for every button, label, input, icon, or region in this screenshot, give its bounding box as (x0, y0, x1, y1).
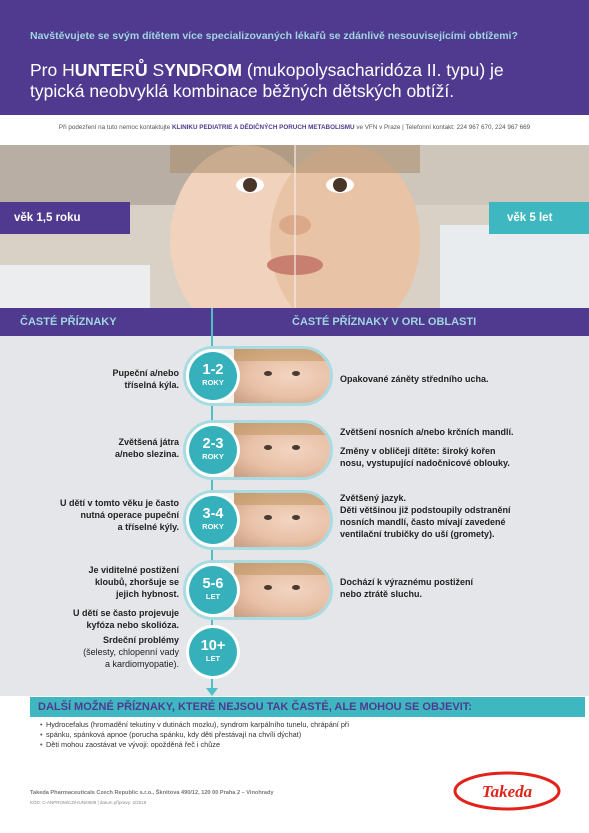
list-item-continuation: • spánku, spánková apnoe (porucha spánku, kdy děti přestávají na chvíli dýchat) (40, 730, 560, 740)
stage-3-ent-symptoms: Zvětšený jazyk. Děti většinou již podstoupily odstranění nosních mandlí, často mívají zavedené ventilační trubičky do uší (gromety). (340, 493, 511, 539)
age-left-label: věk 1,5 roku (0, 202, 130, 234)
age-badge-2-3: 2-3 ROKY (189, 426, 237, 474)
contact-line: Při podezření na tuto nemoc kontaktujte KLINIKU PEDIATRIE A DĚDIČNÝCH PORUCH METABOLISMU ve VFN v Praze | Telefonní kontakt: 224 967 670, 224 967 669 (0, 115, 589, 145)
stage-2-common-symptoms: Zvětšená játra a/nebo slezina. (114, 437, 179, 459)
document-code: KÓD: C-ANPROM/CZ/HUN/0009 | datum přípravy: 2/2015 (30, 800, 147, 805)
child-photo (234, 349, 330, 403)
age-right-label: věk 5 let (489, 202, 589, 234)
child-photo (234, 423, 330, 477)
takeda-logo (452, 770, 562, 812)
more-symptoms-list (40, 720, 560, 750)
stage-4-ent-symptoms: Dochází k výraznému postižení nebo ztrátě sluchu. (340, 577, 474, 599)
age-badge-10-plus: 10+ LET (189, 628, 237, 676)
company-address: Takeda Pharmaceuticals Czech Republic s.r.o., Škrétova 490/12, 120 00 Praha 2 – Vinohrady (30, 790, 274, 796)
list-item: • Děti mohou zaostávat ve vývoji: opožděná řeč i chůze (40, 740, 560, 750)
child-photo (234, 493, 330, 547)
list-item: • Hydrocefalus (hromadění tekutiny v dutinách mozku), syndrom karpálního tunelu, chrápání při (40, 720, 560, 730)
clinic-name: KLINIKU PEDIATRIE A DĚDIČNÝCH PORUCH METABOLISMU (171, 124, 355, 131)
hero-photo (0, 145, 589, 308)
age-badge-3-4: 3-4 ROKY (189, 496, 237, 544)
common-symptoms-heading: ČASTÉ PŘÍZNAKY (20, 316, 117, 328)
stage-5-common-symptoms: Srdeční problémy (šelesty, chlopenní vady a kardiomyopatie). (83, 635, 179, 669)
stage-3-common-symptoms: U dětí v tomto věku je často nutná operace pupeční a tříselné kýly. (59, 498, 179, 532)
svg-text:Takeda: Takeda (481, 782, 533, 801)
timeline-arrow-icon (206, 688, 218, 696)
age-badge-5-6: 5-6 LET (189, 566, 237, 614)
ent-symptoms-heading: ČASTÉ PŘÍZNAKY V ORL OBLASTI (292, 316, 477, 328)
more-symptoms-bar (30, 697, 585, 717)
header-question: Navštěvujete se svým dítětem více specializovaných lékařů se zdánlivě nesouvisejícími obtížemi? (30, 30, 518, 42)
child-photo (234, 563, 330, 617)
column-headers (0, 308, 589, 336)
more-symptoms-title: DALŠÍ MOŽNÉ PŘÍZNAKY, KTERÉ NEJSOU TAK ČASTÉ, ALE MOHOU SE OBJEVIT: (38, 701, 472, 713)
header-banner (0, 0, 589, 115)
stage-2-ent-symptoms: Zvětšení nosních a/nebo krčních mandlí. Změny v obličeji dítěte: široký kořen nosu, vystupující nadočnicové oblouky. (340, 427, 514, 468)
age-badge-1-2: 1-2 ROKY (189, 352, 237, 400)
stage-1-ent-symptoms: Opakované záněty středního ucha. (340, 374, 489, 384)
stage-4-common-symptoms: Je viditelné postižení kloubů, zhoršuje se jejich hybnost. U dětí se často projevuje kyfóza nebo skolióza. (72, 565, 179, 630)
stage-1-common-symptoms: Pupeční a/nebo tříselná kýla. (112, 368, 179, 390)
header-title: Pro HUNTERŮ SYNDROM (mukopolysacharidóza II. typu) je typická neobvyklá kombinace běžných dětských obtíží. (30, 60, 504, 101)
